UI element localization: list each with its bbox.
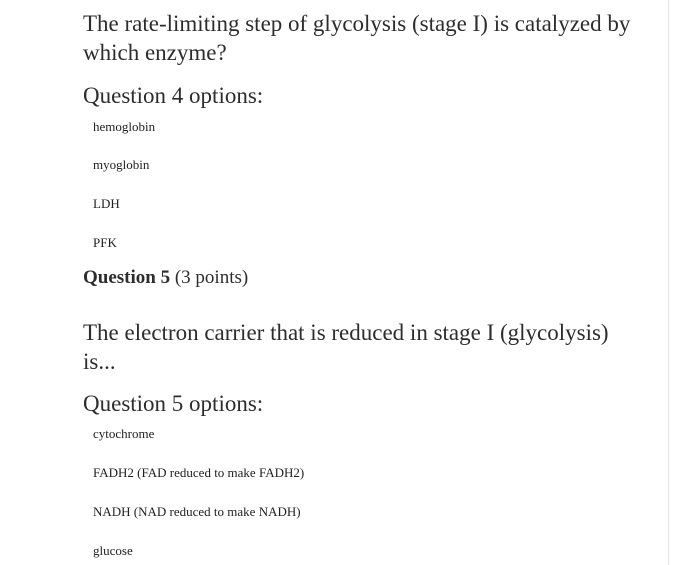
question-4-option-ldh[interactable]: LDH [93,196,120,211]
question-4-prompt: The rate-limiting step of glycolysis (stage I) is catalyzed by which enzyme? [83,11,631,65]
question-5-options-heading: Question 5 options: [83,391,264,416]
question-4-option-pfk[interactable]: PFK [93,235,117,250]
question-5-number: Question 5 [83,267,171,288]
content-divider [668,0,669,565]
question-5-option-nadh[interactable]: NADH (NAD reduced to make NADH) [93,504,301,519]
question-5-option-glucose[interactable]: glucose [93,543,133,558]
question-4-option-myoglobin[interactable]: myoglobin [93,157,150,172]
question-4-option-hemoglobin[interactable]: hemoglobin [93,119,156,134]
question-5-option-fadh2[interactable]: FADH2 (FAD reduced to make FADH2) [93,465,305,480]
question-5-option-cytochrome[interactable]: cytochrome [93,426,155,441]
question-5-prompt: The electron carrier that is reduced in stage I (glycolysis) is... [83,320,609,374]
question-4-options-heading: Question 4 options: [83,83,264,108]
question-5-header [83,266,248,290]
question-5-points: (3 points) [174,267,249,288]
